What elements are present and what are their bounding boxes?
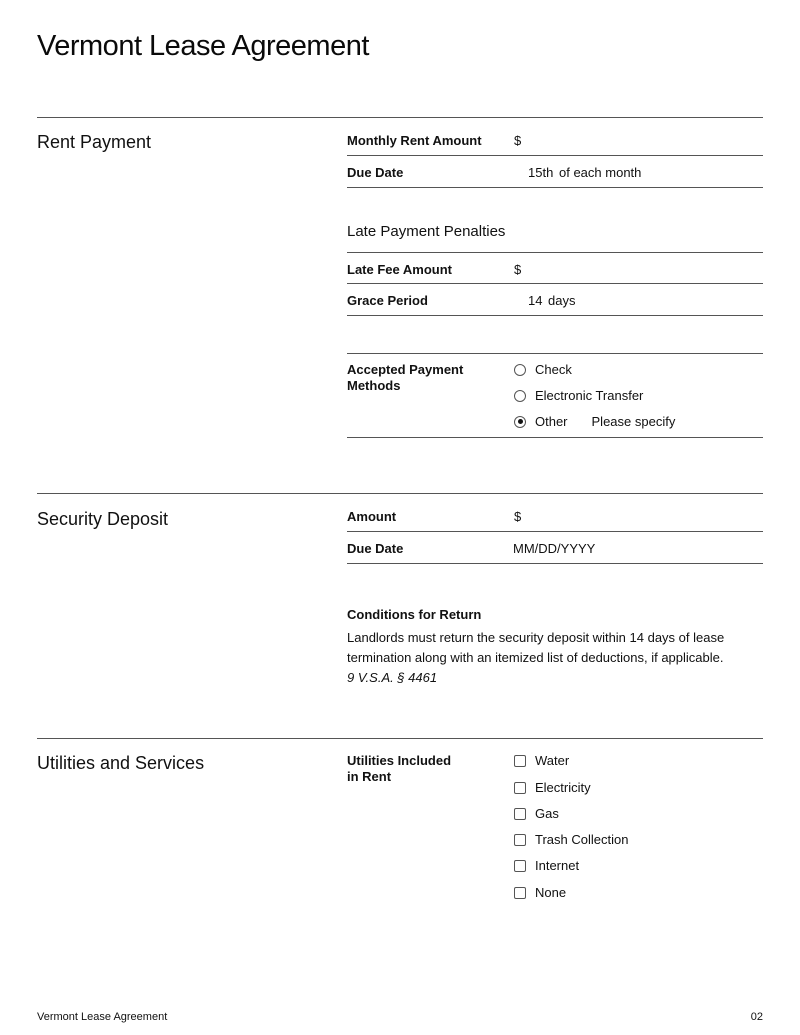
due-date-day-input[interactable]: 15th xyxy=(528,165,554,180)
monthly-rent-label: Monthly Rent Amount xyxy=(347,133,482,148)
section-title-security-deposit: Security Deposit xyxy=(37,509,169,529)
conditions-text-line1: Landlords must return the security deposit within 14 days of lease xyxy=(347,630,725,645)
grace-period-label: Grace Period xyxy=(347,293,428,308)
late-fee-row xyxy=(347,252,763,284)
radio-icon[interactable] xyxy=(514,390,526,402)
late-penalties-heading: Late Payment Penalties xyxy=(347,223,506,240)
monthly-rent-input[interactable]: $ xyxy=(514,133,522,148)
divider xyxy=(347,353,763,354)
deposit-due-date-input[interactable]: MM/DD/YYYY xyxy=(513,541,596,556)
utility-option-label: Gas xyxy=(535,806,559,821)
radio-checked-icon[interactable] xyxy=(514,416,526,428)
utility-option-water[interactable] xyxy=(514,753,569,768)
utility-option-label: Trash Collection xyxy=(535,832,629,847)
checkbox-icon[interactable] xyxy=(514,887,526,899)
late-penalties-fields xyxy=(347,252,763,316)
utility-option-gas[interactable] xyxy=(514,806,559,821)
grace-period-input[interactable]: 14 xyxy=(528,293,543,308)
payment-methods-label-line1: Accepted Payment xyxy=(347,362,464,377)
payment-option-label: Electronic Transfer xyxy=(535,388,644,403)
due-date-label: Due Date xyxy=(347,165,404,180)
late-fee-label: Late Fee Amount xyxy=(347,262,452,277)
utilities-label-line2: in Rent xyxy=(347,769,392,784)
radio-icon[interactable] xyxy=(514,364,526,376)
footer-title: Vermont Lease Agreement xyxy=(37,1011,168,1023)
security-deposit-fields xyxy=(347,500,763,564)
payment-option-label: Check xyxy=(535,362,572,377)
payment-option-check[interactable] xyxy=(514,362,572,377)
deposit-amount-label: Amount xyxy=(347,509,397,524)
utility-option-label: None xyxy=(535,885,567,900)
payment-methods-label xyxy=(347,362,463,394)
page-number: 02 xyxy=(750,1011,763,1023)
utility-option-trash-collection[interactable] xyxy=(514,832,628,847)
section-title-rent-payment: Rent Payment xyxy=(37,132,152,152)
section-divider xyxy=(37,738,763,739)
divider xyxy=(347,437,763,438)
payment-option-label: Other xyxy=(535,414,568,429)
grace-period-row xyxy=(347,284,763,316)
utility-option-none[interactable] xyxy=(514,885,566,900)
deposit-amount-input[interactable]: $ xyxy=(514,509,522,524)
conditions-text xyxy=(347,628,763,688)
due-date-suffix: of each month xyxy=(559,165,642,180)
deposit-due-date-label: Due Date xyxy=(347,541,404,556)
page-title: Vermont Lease Agreement xyxy=(37,30,369,62)
utility-option-electricity[interactable] xyxy=(514,780,591,795)
late-fee-input[interactable]: $ xyxy=(514,262,522,277)
section-divider xyxy=(37,493,763,494)
utilities-included-label xyxy=(347,753,451,785)
other-specify-input[interactable]: Please specify xyxy=(591,414,676,429)
payment-option-other[interactable] xyxy=(514,414,675,429)
utility-option-internet[interactable] xyxy=(514,858,579,873)
deposit-due-date-row xyxy=(347,532,763,564)
utility-option-label: Internet xyxy=(535,858,580,873)
conditions-title: Conditions for Return xyxy=(347,607,482,622)
section-title-utilities: Utilities and Services xyxy=(37,753,205,773)
utilities-label-line1: Utilities Included xyxy=(347,753,452,768)
checkbox-icon[interactable] xyxy=(514,755,526,767)
rent-payment-fields xyxy=(347,124,763,188)
monthly-rent-row xyxy=(347,124,763,156)
payment-option-electronic-transfer[interactable] xyxy=(514,388,643,403)
deposit-amount-row xyxy=(347,500,763,532)
payment-methods-label-line2: Methods xyxy=(347,378,401,393)
utility-option-label: Water xyxy=(535,753,570,768)
checkbox-icon[interactable] xyxy=(514,808,526,820)
utility-option-label: Electricity xyxy=(535,780,591,795)
section-divider xyxy=(37,117,763,118)
checkbox-icon[interactable] xyxy=(514,782,526,794)
due-date-row xyxy=(347,156,763,188)
checkbox-icon[interactable] xyxy=(514,834,526,846)
statute-citation: 9 V.S.A. § 4461 xyxy=(347,670,438,685)
grace-period-unit: days xyxy=(548,293,576,308)
checkbox-icon[interactable] xyxy=(514,860,526,872)
conditions-text-line2: termination along with an itemized list of deductions, if applicable. xyxy=(347,650,724,665)
